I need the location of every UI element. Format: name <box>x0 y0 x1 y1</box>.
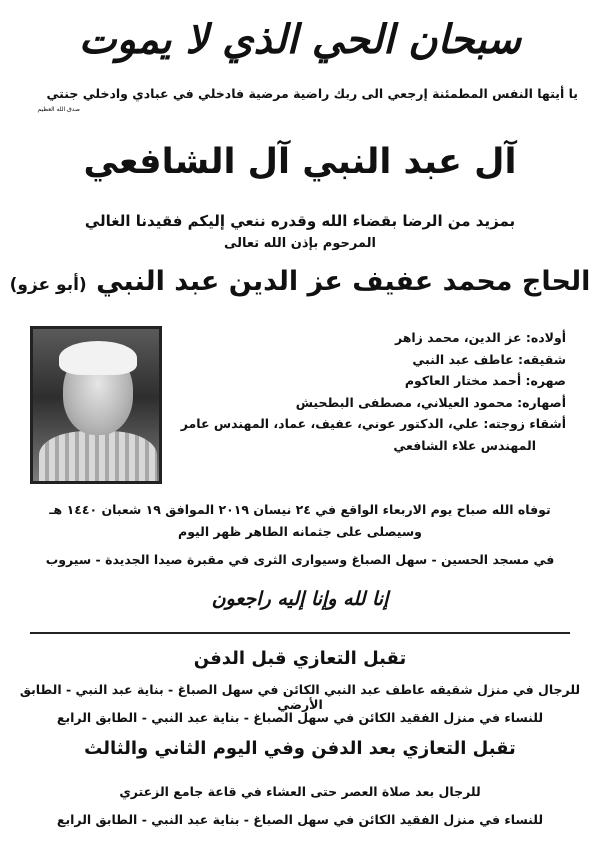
relatives-brother: شقيقه: عاطف عبد النبي <box>412 351 566 367</box>
relatives-wife-siblings-cont: المهندس علاء الشافعي <box>393 437 536 453</box>
condolences-after-men: للرجال بعد صلاة العصر حتى العشاء في قاعة جامع الزعتري <box>119 784 481 799</box>
header-attribution: صدق الله العظيم <box>37 106 80 113</box>
condolences-before-women: للنساء في منزل الفقيد الكائن في سهل الصباغ - بناية عبد النبي - الطابق الرابع <box>56 710 544 725</box>
condolences-after-women: للنساء في منزل الفقيد الكائن في سهل الصباغ - بناية عبد النبي - الطابق الرابع <box>56 812 544 827</box>
section-divider <box>30 632 570 634</box>
announcement-line: بمزيد من الرضا بقضاء الله وقدره ننعي إليكم فقيدنا الغالي <box>84 212 516 230</box>
verse-calligraphy: إنا لله وإنا إليه راجعون <box>211 588 389 610</box>
condolences-after-title: تقبل التعازي بعد الدفن وفي اليوم الثاني والثالث <box>84 738 516 759</box>
funeral-prayer-line: وسيصلى على جثمانه الطاهر ظهر اليوم <box>178 524 422 539</box>
relatives-wife-siblings: أشقاء زوجته: علي، الدكتور عوني، عفيف، عماد، المهندس عامر <box>180 416 566 431</box>
relatives-list <box>176 327 566 456</box>
photo-shirt <box>39 431 157 484</box>
death-date-line: توفاه الله صباح يوم الاربعاء الواقع في ٢٤ نيسان ٢٠١٩ الموافق ١٩ شعبان ١٤٤٠ هـ <box>49 502 551 517</box>
deceased-photo <box>30 326 162 484</box>
header-verse: يا أيتها النفس المطمئنة إرجعي الى ربك راضية مرضية فادخلي في عبادي وادخلي جنتي <box>46 86 578 101</box>
deceased-nickname: (أبو عزو) <box>9 275 87 295</box>
photo-hair <box>59 341 137 375</box>
deceased-name: الحاج محمد عفيف عز الدين عبد النبي <box>96 266 591 297</box>
relatives-children: أولاده: عز الدين، محمد زاهر <box>394 330 566 345</box>
family-name: آل عبد النبي آل الشافعي <box>83 142 517 182</box>
relatives-son-in-law: صهره: أحمد مختار العاكوم <box>404 373 566 388</box>
condolences-before-title: تقبل التعازي قبل الدفن <box>193 648 407 669</box>
burial-place-line: في مسجد الحسين - سهل الصباغ وسيوارى الثرى في مقبرة صيدا الجديدة - سيروب <box>45 552 555 567</box>
deceased-name-heading <box>0 262 600 305</box>
condolences-before-men: للرجال في منزل شقيقه عاطف عبد النبي الكائن في سهل الصباغ - بناية عبد النبي - الطابق الأرضي <box>19 682 581 712</box>
relatives-in-laws: أصهاره: محمود العيلاني، مصطفى البطحيش <box>295 394 566 410</box>
late-line: المرحوم بإذن الله تعالى <box>224 236 376 251</box>
header-calligraphy: سبحان الحي الذي لا يموت <box>78 16 522 63</box>
